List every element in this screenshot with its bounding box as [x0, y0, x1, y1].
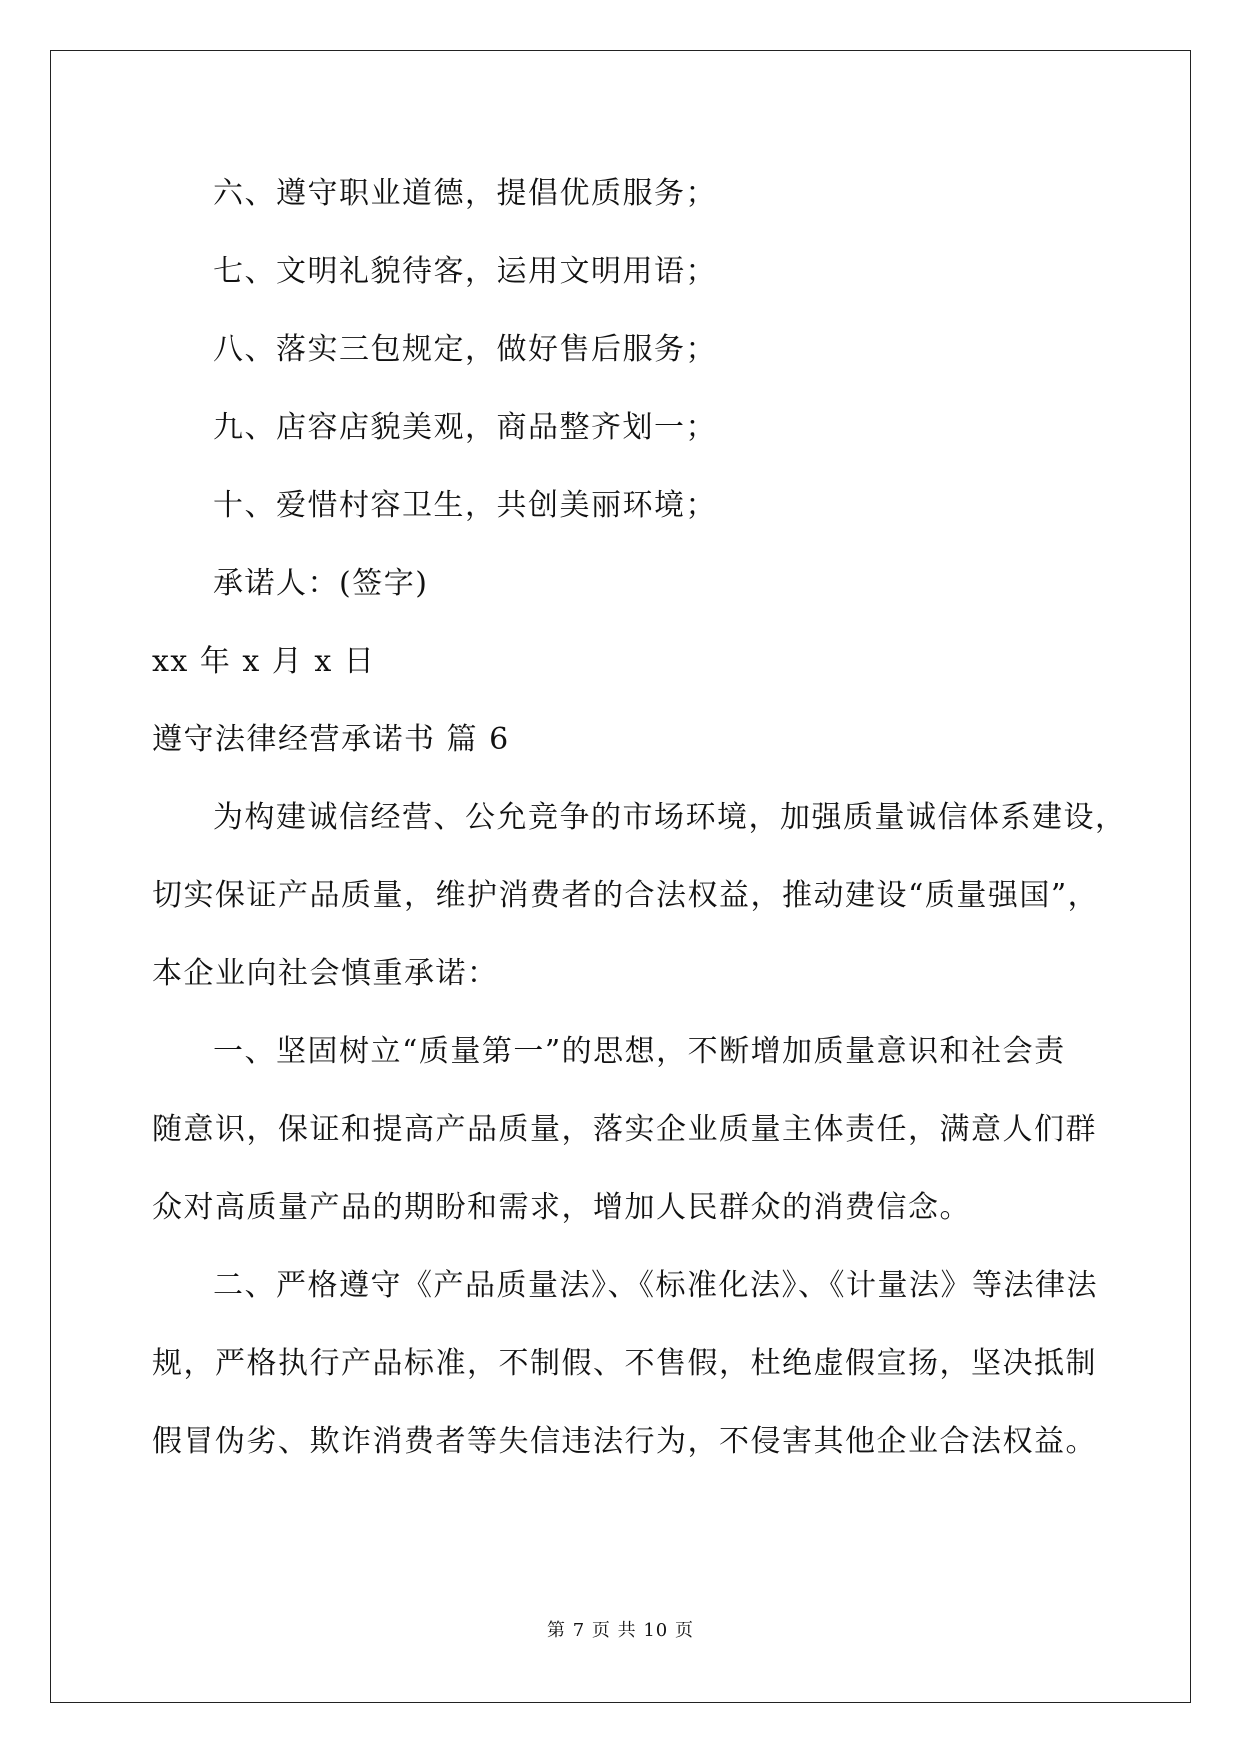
- section-title: 遵守法律经营承诺书 篇 6: [152, 722, 510, 757]
- item-six: 六、遵守职业道德，提倡优质服务；: [213, 176, 717, 211]
- item-seven: 七、文明礼貌待客，运用文明用语；: [213, 254, 717, 289]
- point-two-line-1: 二、严格遵守《产品质量法》、《标准化法》、《计量法》等法律法: [213, 1268, 1098, 1303]
- signature-line: 承诺人：(签字): [213, 566, 429, 601]
- intro-line-3: 本企业向社会慎重承诺：: [152, 956, 499, 991]
- point-one-line-2: 随意识，保证和提高产品质量，落实企业质量主体责任，满意人们群: [152, 1112, 1097, 1147]
- point-two-line-2: 规，严格执行产品标准，不制假、不售假，杜绝虚假宣扬，坚决抵制: [152, 1346, 1097, 1381]
- date-line: xx 年 x 月 x 日: [152, 644, 376, 679]
- item-ten: 十、爱惜村容卫生，共创美丽环境；: [213, 488, 717, 523]
- item-eight: 八、落实三包规定，做好售后服务；: [213, 332, 717, 367]
- intro-line-1: 为构建诚信经营、公允竞争的市场环境，加强质量诚信体系建设，: [213, 800, 1127, 835]
- item-nine: 九、店容店貌美观，商品整齐划一；: [213, 410, 717, 445]
- page-footer: 第 7 页 共 10 页: [547, 1620, 694, 1641]
- point-one-line-3: 众对高质量产品的期盼和需求，增加人民群众的消费信念。: [152, 1190, 971, 1225]
- intro-line-2: 切实保证产品质量，维护消费者的合法权益，推动建设“质量强国”，: [152, 878, 1100, 913]
- point-two-line-3: 假冒伪劣、欺诈消费者等失信违法行为，不侵害其他企业合法权益。: [152, 1424, 1097, 1459]
- point-one-line-1: 一、坚固树立“质量第一”的思想，不断增加质量意识和社会责: [213, 1034, 1066, 1069]
